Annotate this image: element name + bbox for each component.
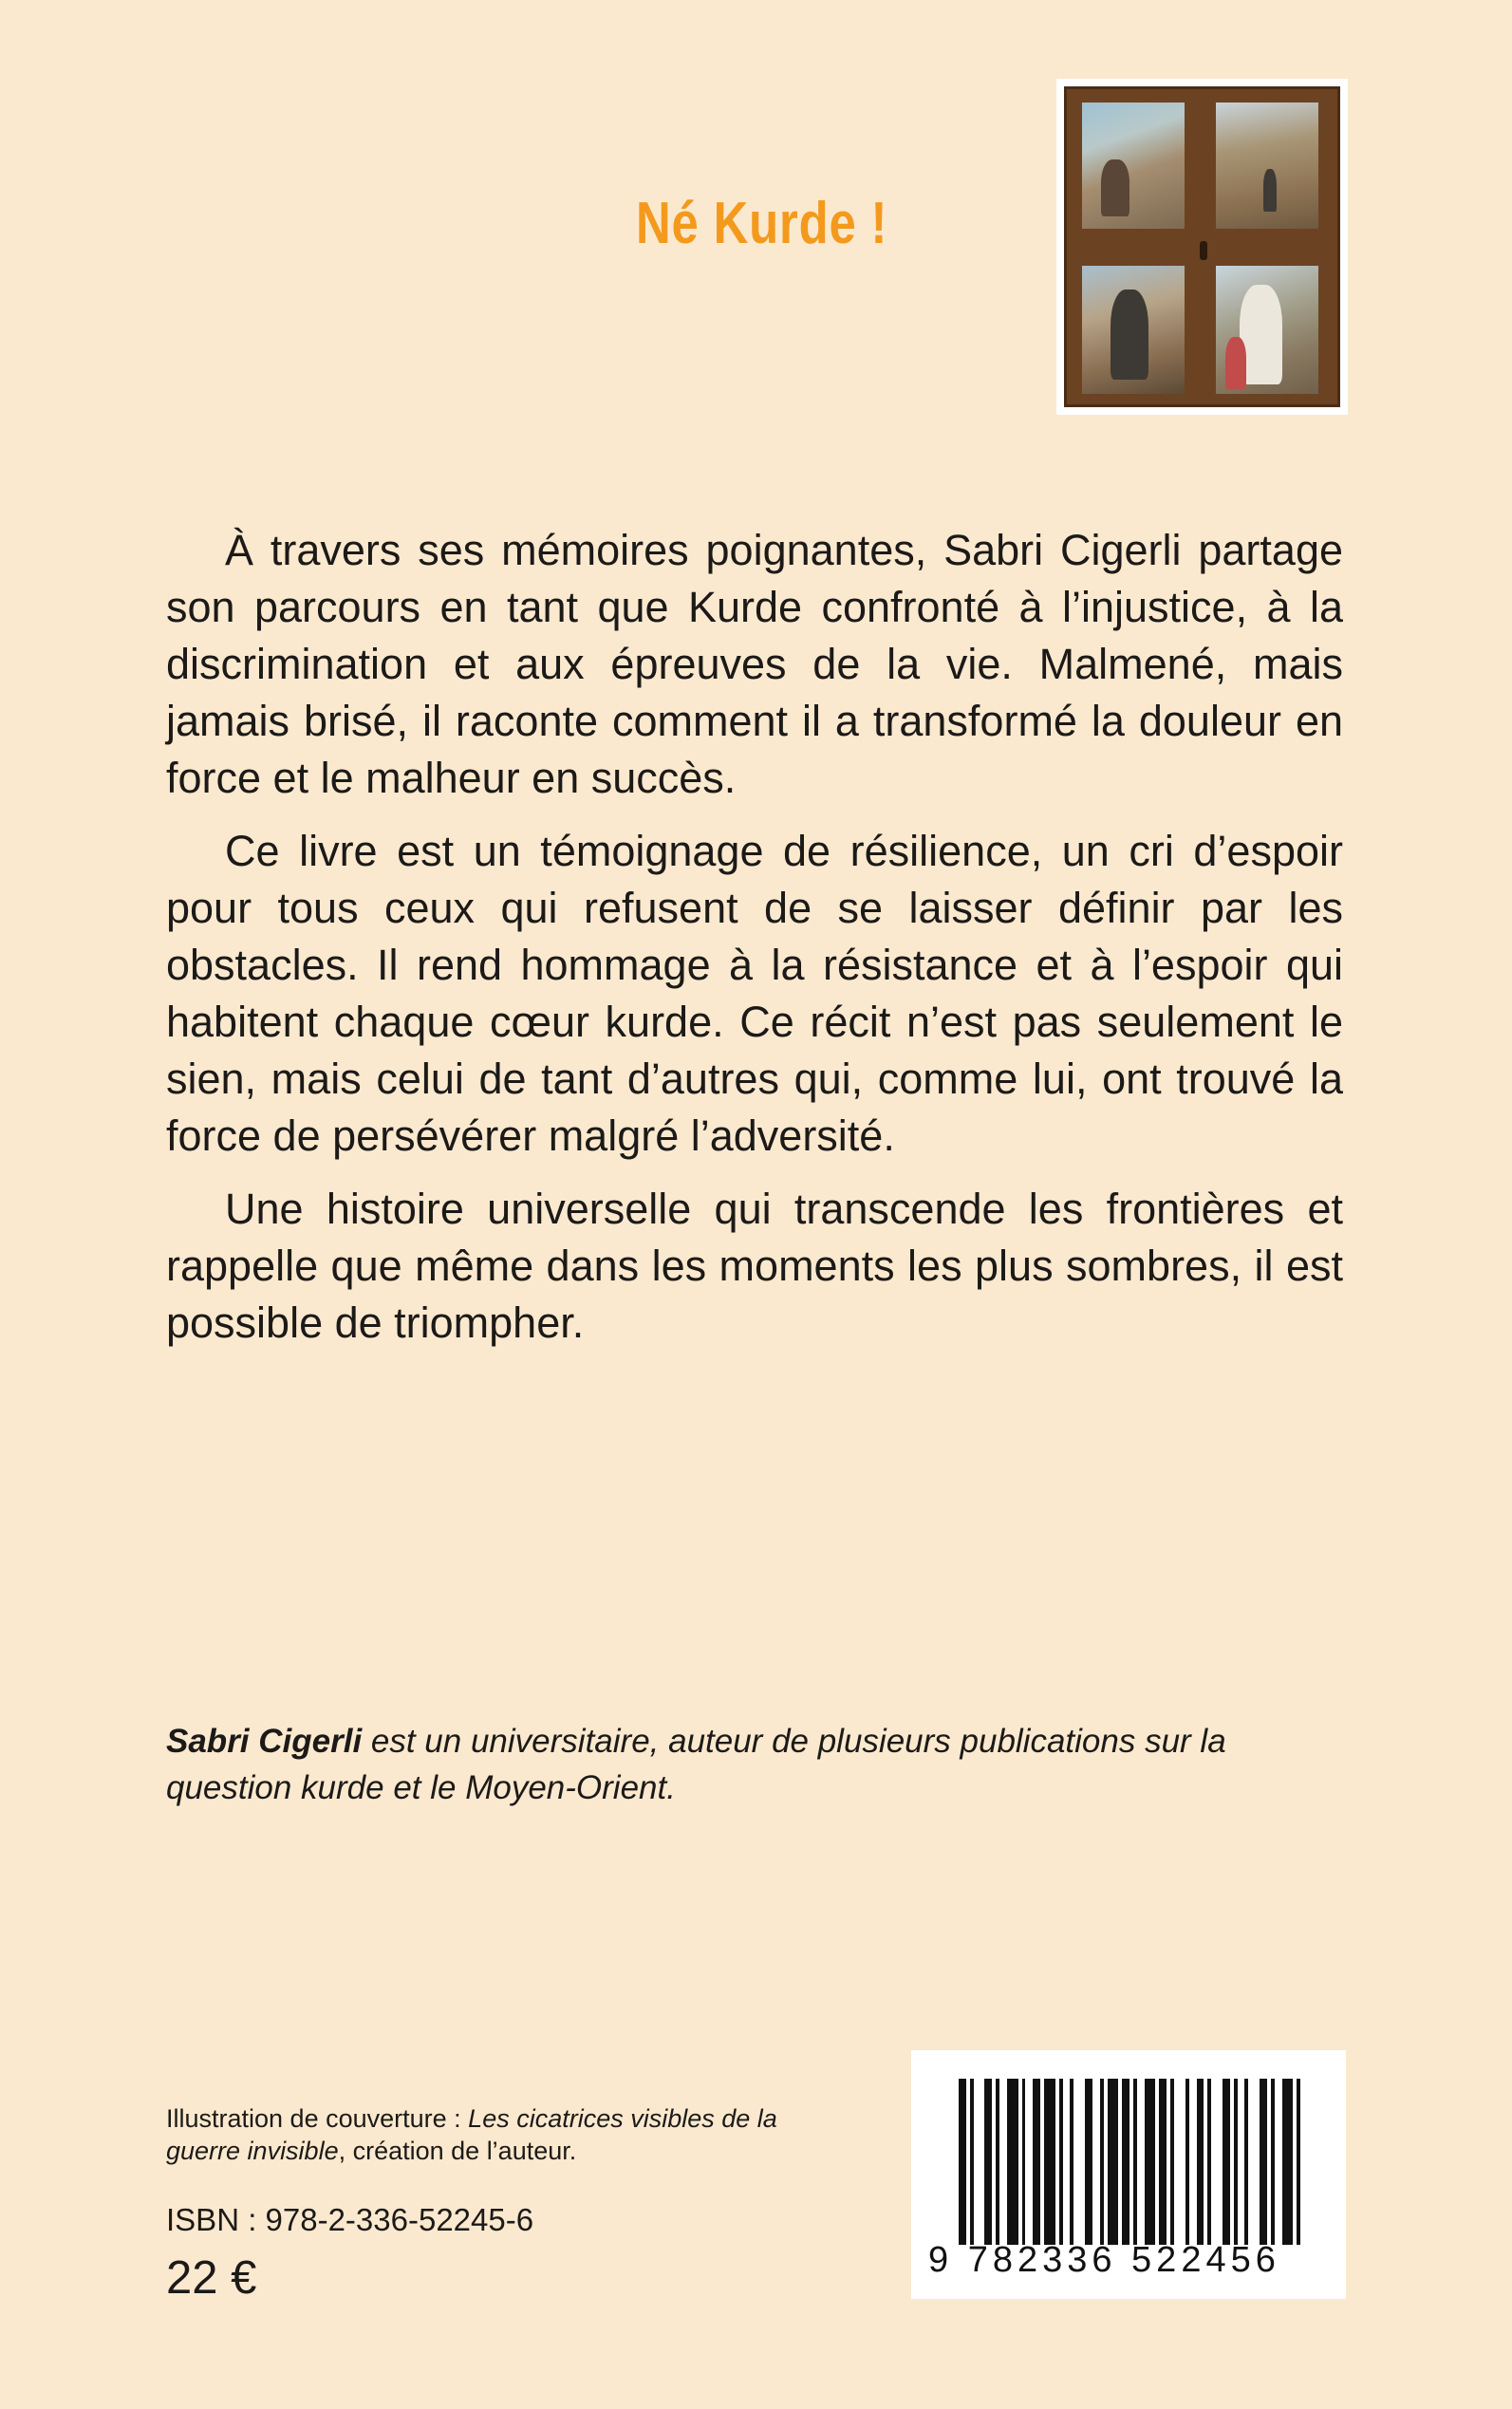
back-cover-blurb <box>166 522 1343 1368</box>
barcode-bar <box>1085 2079 1092 2245</box>
barcode-bar <box>1059 2079 1063 2245</box>
blurb-paragraph-3: Une histoire universelle qui transcende les frontières et rappelle que même dans les moments les plus sombres, il est possible de triompher. <box>166 1185 1343 1347</box>
barcode <box>911 2050 1346 2299</box>
barcode-bar <box>1022 2079 1026 2245</box>
barcode-bar <box>1223 2079 1230 2245</box>
blurb-paragraph-1: À travers ses mémoires poignantes, Sabri Cigerli partage son parcours en tant que Kurde confronté à l’injustice, à la discrimination et aux épreuves de la vie. Malmené, mais jamais brisé, il raconte comment il a transformé la douleur en force et le malheur en succès. <box>166 526 1343 802</box>
price: 22 € <box>166 2252 257 2304</box>
book-title: Né Kurde ! <box>636 191 888 256</box>
barcode-bar <box>1234 2079 1238 2245</box>
blurb-paragraph-2: Ce livre est un témoignage de résilience, un cri d’espoir pour tous ceux qui refusent de se laisser définir par les obstacles. Il rend hommage à la résistance et à l’espoir qui habitent chaque cœur kurde. Ce récit n’est pas seulement le sien, mais celui de tant d’autres qui, comme lui, ont trouvé la force de persévérer malgré l’adversité. <box>166 827 1343 1160</box>
illustration-label: Illustration de couverture : <box>166 2104 469 2133</box>
barcode-bars <box>959 2079 1308 2245</box>
barcode-bar <box>1282 2079 1294 2245</box>
barcode-bar <box>1297 2079 1300 2245</box>
cover-photo <box>1056 79 1348 415</box>
author-bio-text: est un universitaire, auteur de plusieurs publications sur la question kurde et le Moyen-Orient. <box>166 1723 1226 1806</box>
barcode-bar <box>959 2079 966 2245</box>
illustration-credit <box>166 2102 831 2167</box>
barcode-bar <box>1145 2079 1156 2245</box>
barcode-bar <box>1170 2079 1174 2245</box>
photo-pane-top-left <box>1082 103 1185 229</box>
barcode-bar <box>1122 2079 1129 2245</box>
barcode-bar <box>1108 2079 1119 2245</box>
barcode-bar <box>1133 2079 1137 2245</box>
barcode-bar <box>1070 2079 1073 2245</box>
barcode-bar <box>984 2079 992 2245</box>
barcode-bar <box>970 2079 974 2245</box>
barcode-bar <box>1244 2079 1248 2245</box>
barcode-bar <box>1185 2079 1189 2245</box>
author-bio <box>166 1718 1353 1811</box>
barcode-bar <box>1271 2079 1275 2245</box>
photo-pane-bottom-left <box>1082 266 1185 394</box>
barcode-bar <box>1033 2079 1040 2245</box>
barcode-bar <box>996 2079 999 2245</box>
barcode-bar <box>1260 2079 1267 2245</box>
photo-pane-bottom-right <box>1216 266 1318 394</box>
illustration-work-title: Les cicatrices visibles de la guerre invisible <box>166 2104 777 2165</box>
barcode-number: 9 782336 522456 <box>928 2240 1280 2280</box>
barcode-bar <box>1207 2079 1211 2245</box>
barcode-bar <box>1159 2079 1167 2245</box>
barcode-bar <box>1007 2079 1018 2245</box>
author-name: Sabri Cigerli <box>166 1723 363 1760</box>
barcode-bar <box>1100 2079 1104 2245</box>
illustration-suffix: , création de l’auteur. <box>338 2137 577 2165</box>
barcode-bar <box>1044 2079 1055 2245</box>
window-frame-image <box>1064 86 1340 407</box>
barcode-bar <box>1197 2079 1204 2245</box>
photo-pane-top-right <box>1216 103 1318 229</box>
isbn: ISBN : 978-2-336-52245-6 <box>166 2202 534 2237</box>
window-knob <box>1200 241 1207 260</box>
